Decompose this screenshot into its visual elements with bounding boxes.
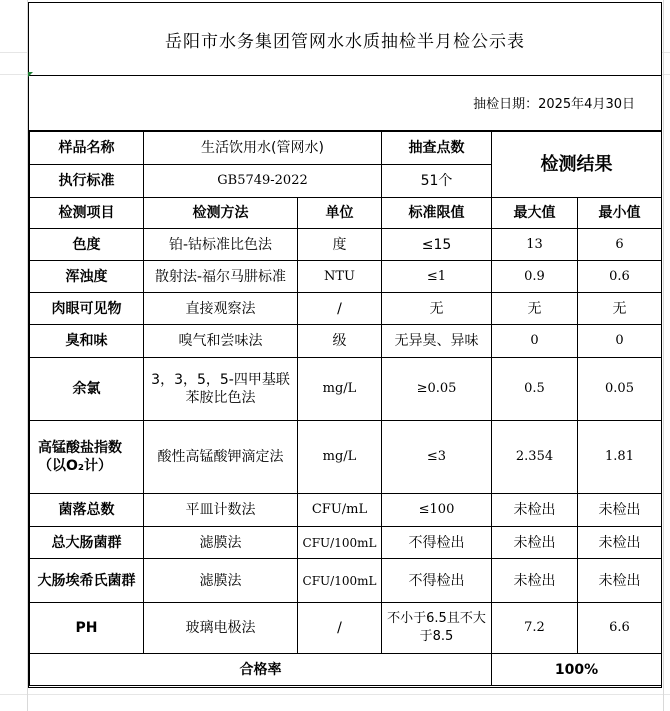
method-cell: 直接观察法 [144, 293, 298, 325]
min-cell: 1.81 [578, 421, 662, 494]
item-cell: 高锰酸盐指数（以O₂计） [30, 421, 144, 494]
page-title: 岳阳市水务集团管网水水质抽检半月检公示表 [29, 3, 661, 76]
sheet-gridline [663, 0, 664, 711]
item-cell: 肉眼可见物 [30, 293, 144, 325]
table-row [30, 358, 662, 421]
inspection-date: 抽检日期：2025年4月30日 [29, 75, 661, 131]
table-row [30, 421, 662, 494]
limit-cell: 无异臭、异味 [382, 325, 492, 358]
check-points-label: 抽查点数 [382, 132, 492, 165]
min-cell: 0.05 [578, 358, 662, 421]
unit-cell: CFU/mL [298, 494, 382, 527]
limit-cell: 不小于6.5且不大于8.5 [382, 603, 492, 654]
col-max: 最大值 [492, 198, 578, 229]
unit-cell: CFU/100mL [298, 527, 382, 559]
col-min: 最小值 [578, 198, 662, 229]
col-unit: 单位 [298, 198, 382, 229]
unit-cell: mg/L [298, 358, 382, 421]
col-limit: 标准限值 [382, 198, 492, 229]
min-cell: 未检出 [578, 527, 662, 559]
max-cell: 未检出 [492, 494, 578, 527]
item-cell: 大肠埃希氏菌群 [30, 559, 144, 603]
unit-cell: mg/L [298, 421, 382, 494]
max-cell: 0 [492, 325, 578, 358]
max-cell: 0.5 [492, 358, 578, 421]
limit-cell: ≤3 [382, 421, 492, 494]
method-cell: 铂-钴标准比色法 [144, 229, 298, 261]
unit-cell: CFU/100mL [298, 559, 382, 603]
unit-cell: / [298, 603, 382, 654]
pass-rate-label: 合格率 [30, 654, 492, 686]
method-cell: 酸性高锰酸钾滴定法 [144, 421, 298, 494]
limit-cell: ≥0.05 [382, 358, 492, 421]
method-cell: 滤膜法 [144, 559, 298, 603]
method-cell: 玻璃电极法 [144, 603, 298, 654]
item-cell: 菌落总数 [30, 494, 144, 527]
unit-cell: / [298, 293, 382, 325]
max-cell: 未检出 [492, 559, 578, 603]
max-cell: 无 [492, 293, 578, 325]
pass-rate-row [30, 654, 662, 686]
method-cell: 散射法-福尔马肼标准 [144, 261, 298, 293]
table-row [30, 325, 662, 358]
table-row [30, 494, 662, 527]
col-item: 检测项目 [30, 198, 144, 229]
min-cell: 0.6 [578, 261, 662, 293]
limit-cell: ≤100 [382, 494, 492, 527]
method-cell: 平皿计数法 [144, 494, 298, 527]
min-cell: 6 [578, 229, 662, 261]
standard-label: 执行标准 [30, 165, 144, 198]
min-cell: 未检出 [578, 494, 662, 527]
item-cell: PH [30, 603, 144, 654]
unit-cell: NTU [298, 261, 382, 293]
item-cell: 浑浊度 [30, 261, 144, 293]
sheet-gridline [0, 694, 670, 695]
method-cell: 3，3，5，5-四甲基联苯胺比色法 [144, 358, 298, 421]
table-row [30, 559, 662, 603]
table-row [30, 229, 662, 261]
item-cell: 总大肠菌群 [30, 527, 144, 559]
item-cell: 臭和味 [30, 325, 144, 358]
table-row [30, 293, 662, 325]
limit-cell: 不得检出 [382, 559, 492, 603]
results-heading: 检测结果 [492, 132, 662, 198]
unit-cell: 级 [298, 325, 382, 358]
cell-marker [28, 72, 33, 77]
table-row [30, 603, 662, 654]
check-points-value: 51个 [382, 165, 492, 198]
max-cell: 13 [492, 229, 578, 261]
min-cell: 6.6 [578, 603, 662, 654]
sample-name-label: 样品名称 [30, 132, 144, 165]
max-cell: 0.9 [492, 261, 578, 293]
item-cell: 余氯 [30, 358, 144, 421]
inspection-sheet [28, 2, 662, 688]
min-cell: 0 [578, 325, 662, 358]
method-cell: 嗅气和尝味法 [144, 325, 298, 358]
table-row [30, 527, 662, 559]
standard-value: GB5749-2022 [144, 165, 382, 198]
max-cell: 未检出 [492, 527, 578, 559]
limit-cell: ≤15 [382, 229, 492, 261]
limit-cell: 不得检出 [382, 527, 492, 559]
min-cell: 未检出 [578, 559, 662, 603]
sample-name-value: 生活饮用水(管网水) [144, 132, 382, 165]
table-row [30, 132, 662, 165]
column-header-row [30, 198, 662, 229]
col-method: 检测方法 [144, 198, 298, 229]
limit-cell: ≤1 [382, 261, 492, 293]
max-cell: 2.354 [492, 421, 578, 494]
pass-rate-value: 100% [492, 654, 662, 686]
table-row [30, 261, 662, 293]
unit-cell: 度 [298, 229, 382, 261]
limit-cell: 无 [382, 293, 492, 325]
min-cell: 无 [578, 293, 662, 325]
results-table [29, 131, 662, 686]
item-cell: 色度 [30, 229, 144, 261]
max-cell: 7.2 [492, 603, 578, 654]
method-cell: 滤膜法 [144, 527, 298, 559]
